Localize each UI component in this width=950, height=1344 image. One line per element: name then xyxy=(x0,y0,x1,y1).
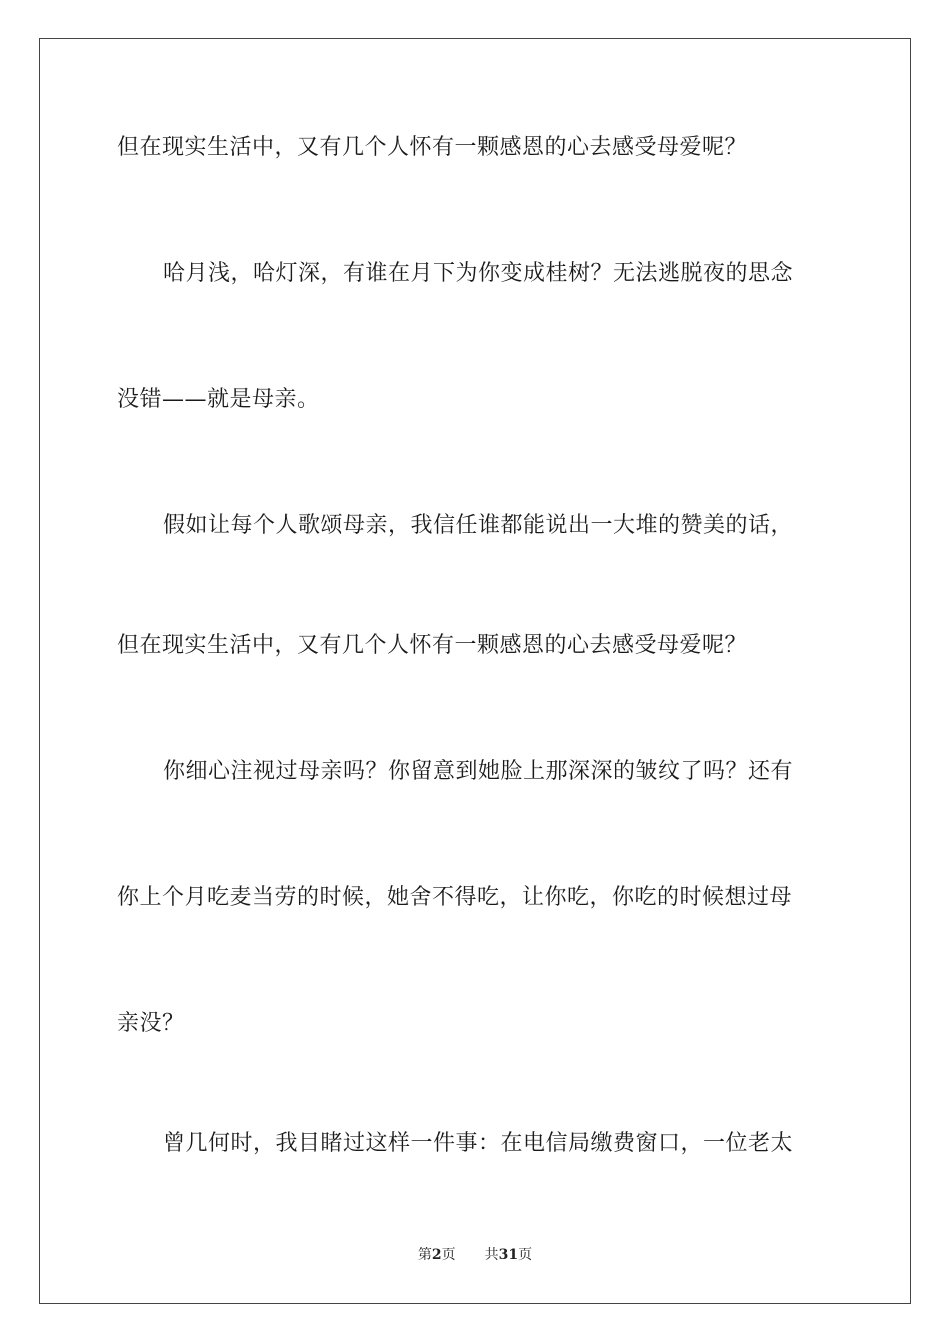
page-number: 2 xyxy=(431,1247,442,1263)
page-footer xyxy=(0,1245,950,1265)
text-line-7: 你上个月吃麦当劳的时候，她舍不得吃，让你吃，你吃的时候想过母 xyxy=(117,885,793,910)
text-line-8: 亲没？ xyxy=(117,1011,185,1036)
total-prefix: 共 xyxy=(484,1247,499,1263)
page-border xyxy=(39,38,911,1304)
total-pages: 31 xyxy=(498,1247,519,1263)
text-line-2: 哈月浅，哈灯深，有谁在月下为你变成桂树？无法逃脱夜的思念 xyxy=(163,261,794,286)
text-line-1: 但在现实生活中，又有几个人怀有一颗感恩的心去感受母爱呢？ xyxy=(117,135,748,160)
page-prefix: 第 xyxy=(417,1247,432,1263)
total-suffix: 页 xyxy=(518,1247,533,1263)
text-line-6: 你细心注视过母亲吗？你留意到她脸上那深深的皱纹了吗？还有 xyxy=(163,759,794,784)
text-line-4: 假如让每个人歌颂母亲，我信任谁都能说出一大堆的赞美的话， xyxy=(163,513,794,538)
text-line-3: 没错——就是母亲。 xyxy=(117,387,320,412)
text-line-5: 但在现实生活中，又有几个人怀有一颗感恩的心去感受母爱呢？ xyxy=(117,633,748,658)
page-indicator xyxy=(418,1245,456,1265)
total-pages-indicator xyxy=(485,1245,532,1265)
page-suffix: 页 xyxy=(441,1247,456,1263)
text-line-9: 曾几何时，我目睹过这样一件事：在电信局缴费窗口，一位老太 xyxy=(163,1131,794,1156)
